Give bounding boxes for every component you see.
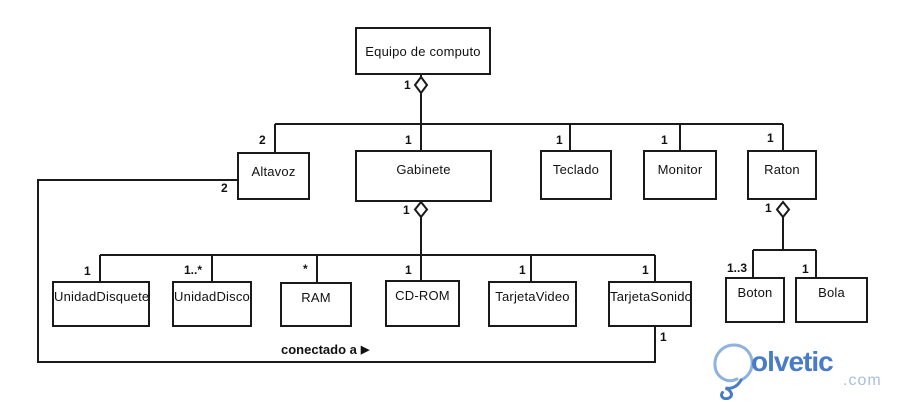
multiplicity-label: 2 <box>259 133 266 147</box>
association-label-text: conectado a <box>281 342 357 357</box>
multiplicity-label: 1 <box>660 330 667 344</box>
class-name: TarjetaSonido <box>610 289 693 304</box>
logo-text: olvetic <box>751 346 833 377</box>
class-name: RAM <box>301 290 331 305</box>
class-box-altavoz <box>237 152 310 200</box>
association-line-conectado-a <box>38 180 655 362</box>
class-box-unidaddisco <box>172 281 252 327</box>
class-name: Altavoz <box>251 164 296 179</box>
solvetic-logo <box>703 330 908 400</box>
class-box-gabinete <box>355 150 492 202</box>
logo-tld: .com <box>843 372 882 389</box>
class-box-ram <box>280 282 352 327</box>
multiplicity-label: 1 <box>405 263 412 277</box>
multiplicity-label: 1 <box>403 203 410 217</box>
class-box-equipo-de-computo <box>355 27 491 75</box>
class-box-bola <box>795 277 868 323</box>
class-box-raton <box>747 150 817 200</box>
class-name: UnidadDisco <box>174 289 250 304</box>
aggregation-diamond <box>415 202 427 217</box>
multiplicity-label: 1 <box>405 133 412 147</box>
class-name: Equipo de computo <box>365 43 481 59</box>
multiplicity-label: 1 <box>765 201 772 215</box>
class-box-cd-rom <box>385 280 460 327</box>
class-name: UnidadDisquete <box>54 289 150 304</box>
class-box-monitor <box>643 150 717 200</box>
multiplicity-label: 2 <box>221 181 228 195</box>
class-name: Raton <box>764 162 800 177</box>
multiplicity-label: 1 <box>556 133 563 147</box>
class-box-tarjetavideo <box>488 281 577 327</box>
multiplicity-label: 1..3 <box>727 261 748 275</box>
aggregation-diamond <box>777 202 789 217</box>
class-name: TarjetaVideo <box>495 289 570 304</box>
class-box-tarjetasonido <box>608 281 692 327</box>
class-box-boton <box>725 277 785 323</box>
multiplicity-label: 1 <box>84 264 91 278</box>
association-label <box>281 342 369 357</box>
class-name: Gabinete <box>396 162 451 177</box>
class-name: Monitor <box>657 162 703 177</box>
multiplicity-label: 1..* <box>184 263 203 277</box>
class-box-unidaddisquete <box>52 281 150 327</box>
class-name: Bola <box>818 285 845 300</box>
class-name: Teclado <box>552 162 600 177</box>
class-box-teclado <box>540 150 612 200</box>
multiplicity-label: 1 <box>661 133 668 147</box>
multiplicity-label: 1 <box>767 131 774 145</box>
aggregation-diamond <box>415 77 427 93</box>
multiplicity-label: * <box>303 262 308 276</box>
direction-arrow-icon: ▶ <box>360 344 370 356</box>
multiplicity-label: 1 <box>519 263 526 277</box>
class-name: CD-ROM <box>395 288 450 303</box>
multiplicity-label: 1 <box>802 262 809 276</box>
multiplicity-label: 1 <box>404 78 411 92</box>
class-name: Boton <box>737 285 773 300</box>
multiplicity-label: 1 <box>642 263 649 277</box>
